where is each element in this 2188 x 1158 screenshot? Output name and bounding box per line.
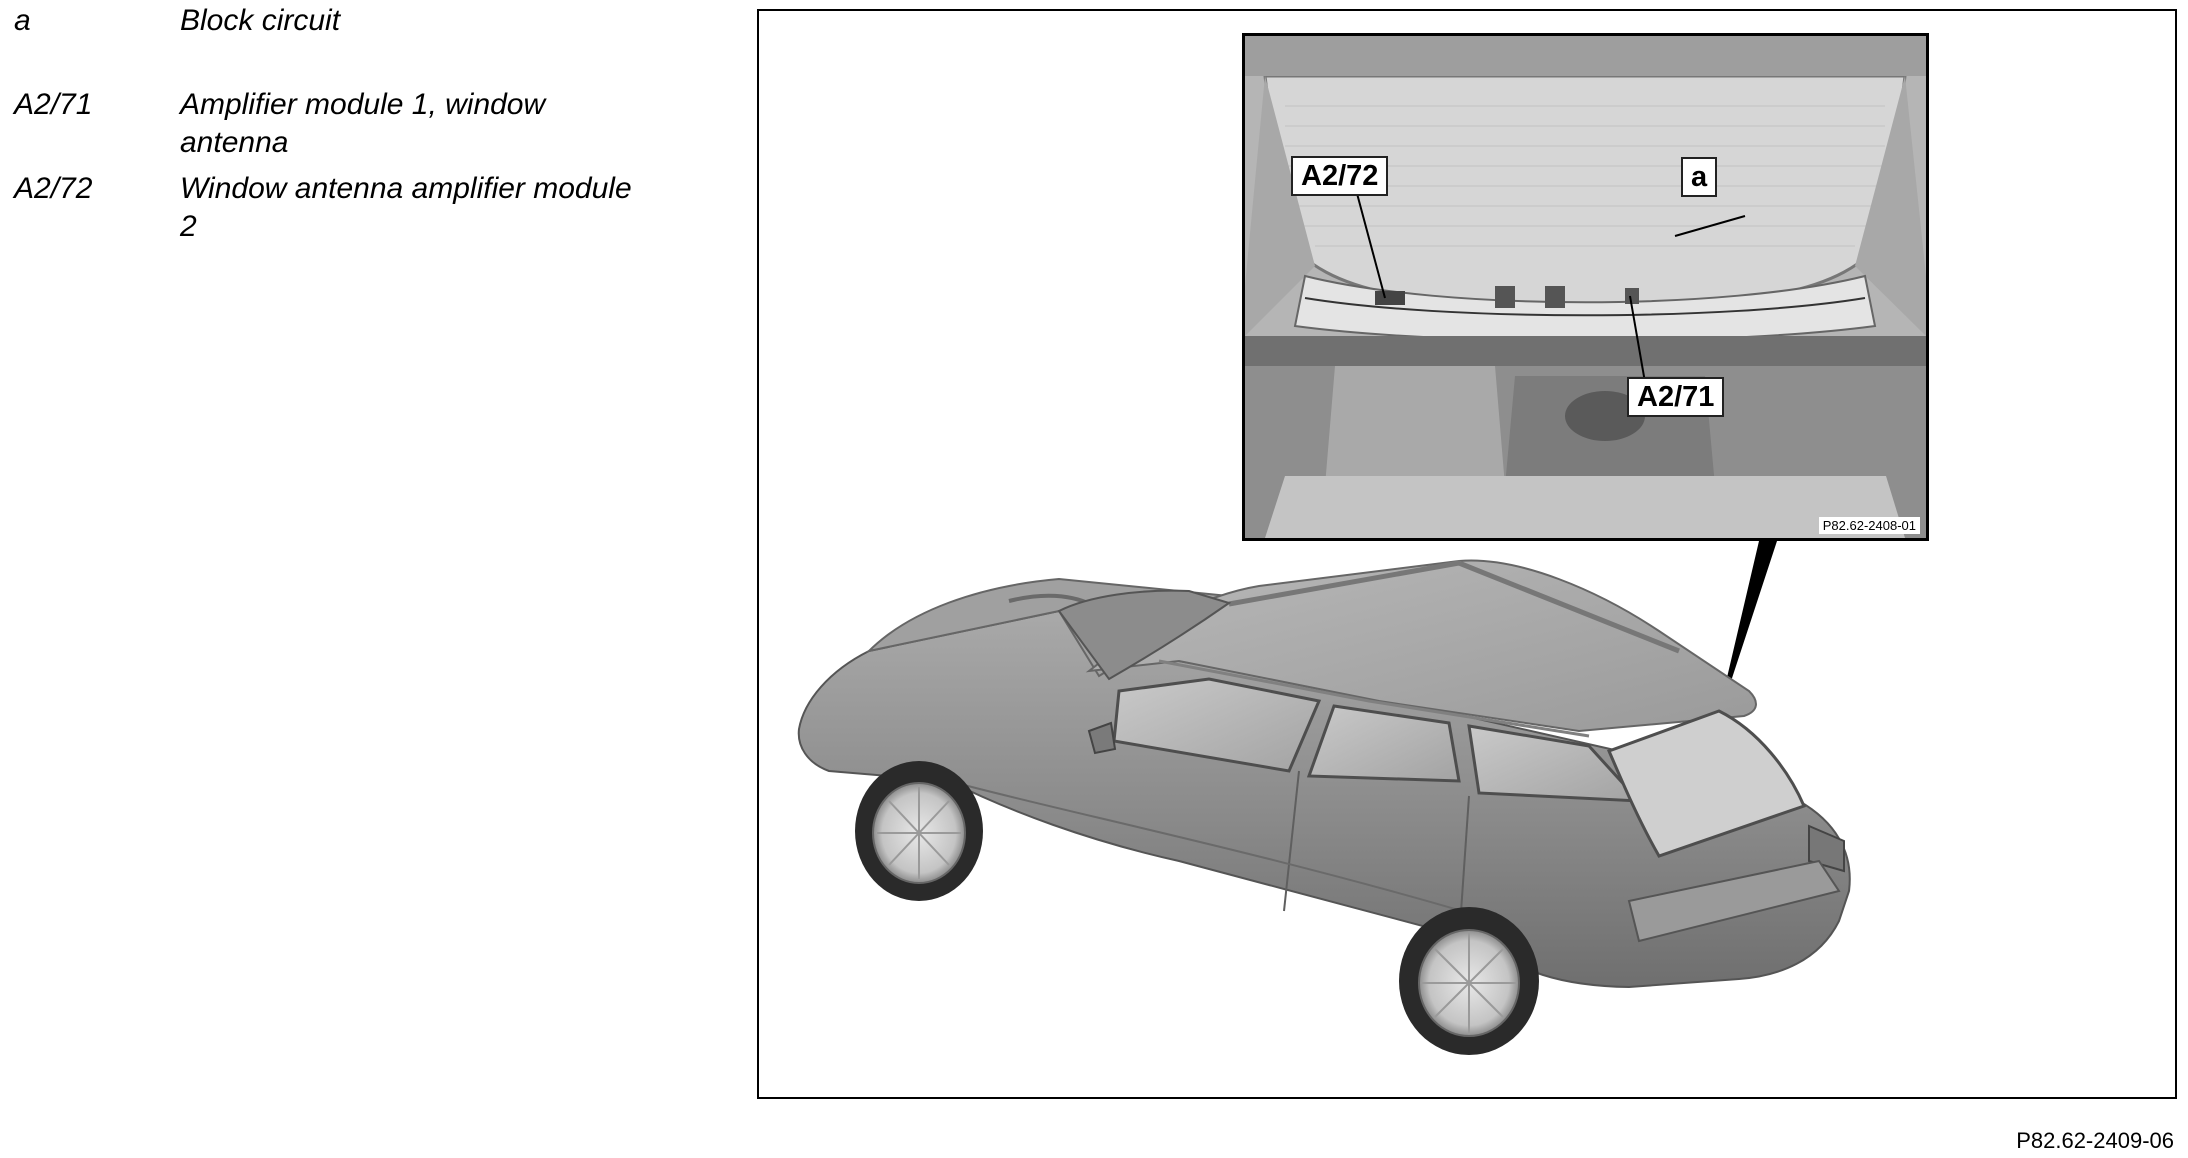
callout-a2-71: A2/71 [1627, 377, 1724, 417]
callout-a2-72: A2/72 [1291, 156, 1388, 196]
legend-code: a [14, 4, 31, 37]
legend-code: A2/71 [14, 88, 93, 121]
figure-frame [757, 9, 2177, 1099]
tailgate-interior-illustration [1245, 36, 1926, 538]
legend-description: Block circuit [180, 4, 341, 37]
callout-a: a [1681, 157, 1717, 197]
legend-description: Amplifier module 1, window antenna [180, 88, 546, 159]
inset-photo [1242, 33, 1929, 541]
legend-code: A2/72 [14, 172, 93, 205]
legend-description: Window antenna amplifier module 2 [180, 172, 632, 243]
figure-code: P82.62-2409-06 [2016, 1128, 2174, 1153]
inset-image-code: P82.62-2408-01 [1819, 517, 1920, 534]
